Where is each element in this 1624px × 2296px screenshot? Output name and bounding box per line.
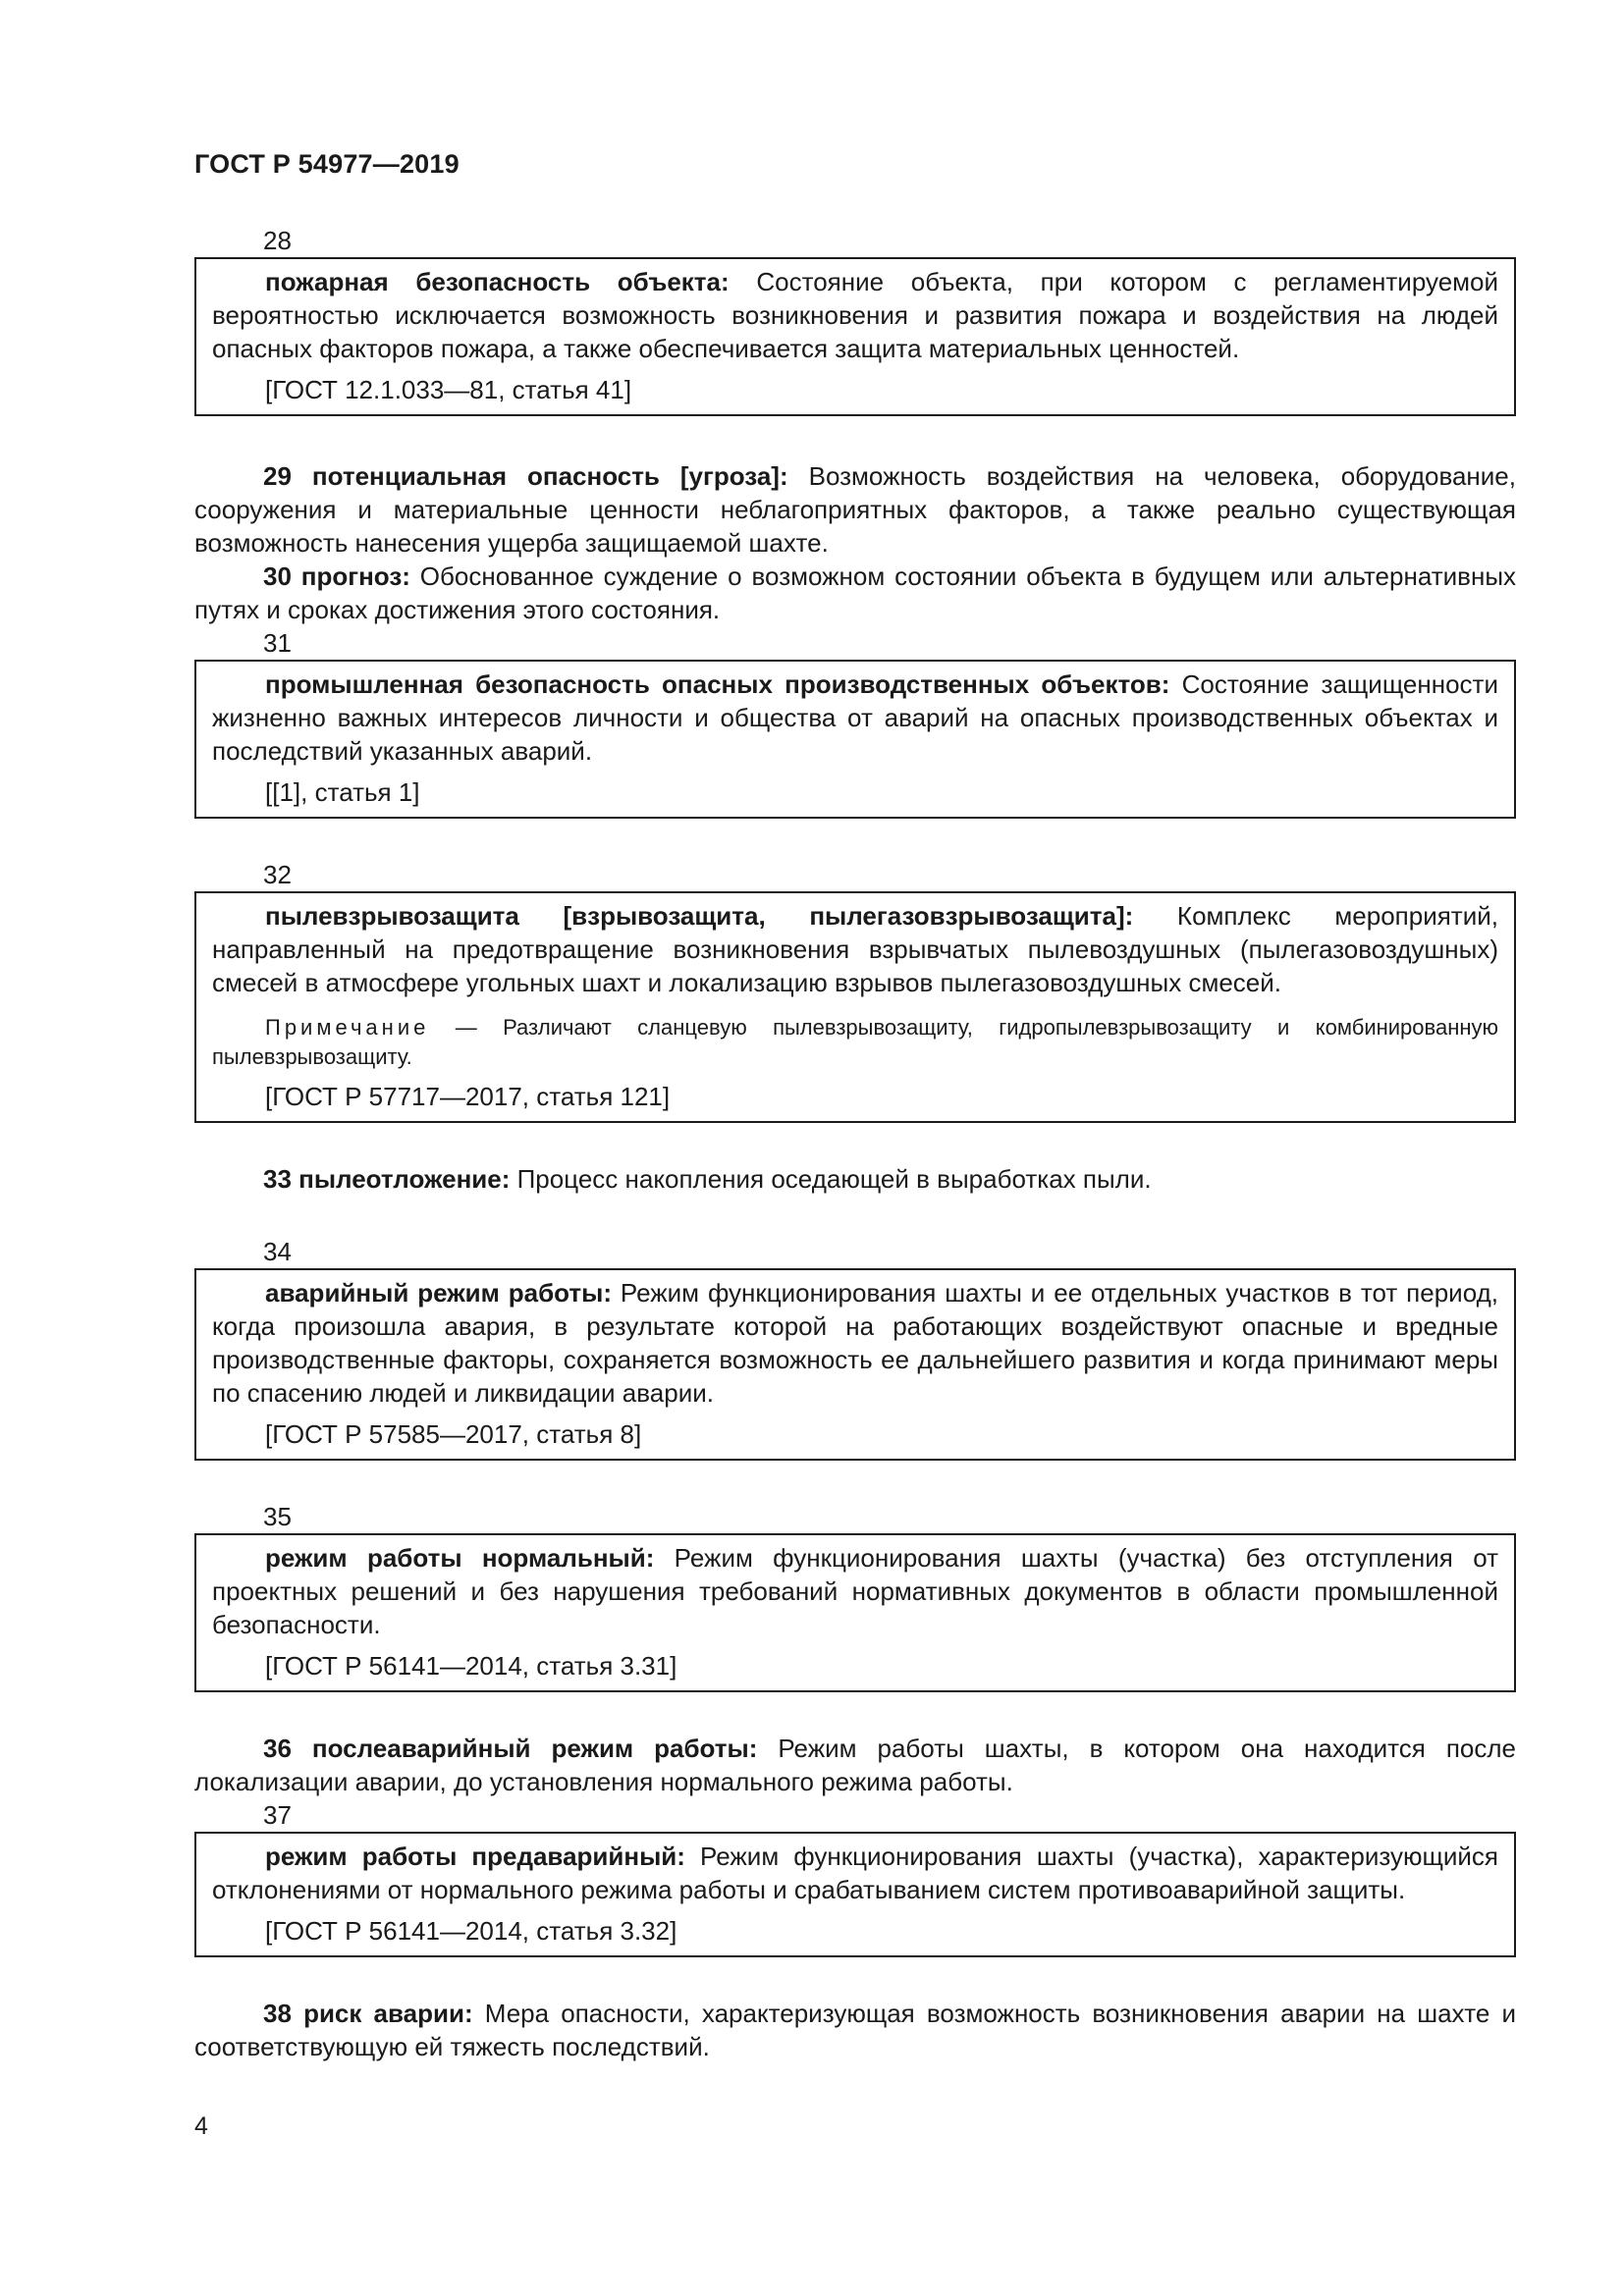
term-number: 35 (263, 1502, 292, 1531)
term-paragraph-30 (194, 560, 1516, 626)
term-paragraph-29 (194, 459, 1516, 560)
term-definition (212, 265, 1498, 365)
term-text: Режим функционирования шахты и ее отдельных участков в тот период, когда произошла авария, в результате которой на работающих воздействуют опасные и вредные производственные факторы, сохраняется возможность ее дальнейшего развития и когда принимают меры по спасению людей и ликвидации аварии. (212, 1278, 1498, 1408)
term-text: Состояние защищенности жизненно важных интересов личности и общества от аварий на опасных производственных объектах и последствий указанных аварий. (212, 669, 1498, 766)
term-name: аварийный режим работы: (265, 1278, 612, 1308)
term-number: 31 (263, 628, 292, 658)
term-paragraph-33 (194, 1162, 1516, 1196)
term-name: 29 потенциальная опасность [угроза]: (263, 461, 788, 491)
terms-list (194, 224, 1516, 2063)
term-number: 28 (263, 226, 292, 255)
term-definition (212, 667, 1498, 768)
term-source: [ГОСТ Р 57717—2017, статья 121] (265, 1082, 671, 1111)
term-name: режим работы предаварийный: (265, 1842, 685, 1871)
term-source: [[1], статья 1] (265, 777, 420, 807)
note-text: — Различают сланцевую пылевзрывозащиту, гидропылевзрывозащиту и комбинированную пылевзрывозащиту. (212, 1015, 1498, 1069)
term-source: [ГОСТ 12.1.033—81, статья 41] (265, 375, 632, 404)
term-name: 30 прогноз: (263, 561, 410, 591)
term-number: 32 (263, 860, 292, 889)
term-name: промышленная безопасность опасных производственных объектов: (265, 669, 1170, 699)
term-definition (212, 1276, 1498, 1410)
term-definition (212, 899, 1498, 999)
term-text: Комплекс мероприятий, направленный на предотвращение возникновения взрывчатых пылевоздушных (пылегазовоздушных) смесей в атмосфере угольных шахт и локализацию взрывов пылегазовоздушных смесей. (212, 901, 1498, 997)
term-box-34 (194, 1268, 1516, 1461)
term-name: 36 послеаварийный режим работы: (263, 1734, 758, 1763)
term-name: пожарная безопасность объекта: (265, 267, 730, 296)
term-text: Мера опасности, характеризующая возможность возникновения аварии на шахте и соответствующую ей тяжесть последствий. (194, 1999, 1516, 2061)
note-label: Примечание (265, 1015, 430, 1040)
term-text: Возможность воздействия на человека, оборудование, сооружения и материальные ценности неблагоприятных факторов, а также реально существующая возможность нанесения ущерба защищаемой шахте. (194, 461, 1516, 558)
term-source: [ГОСТ Р 56141—2014, статья 3.31] (265, 1651, 677, 1681)
term-box-31 (194, 660, 1516, 819)
term-paragraph-38 (194, 1997, 1516, 2063)
term-box-37 (194, 1832, 1516, 1957)
term-number: 37 (263, 1800, 292, 1830)
term-name: режим работы нормальный: (265, 1543, 655, 1573)
term-text: Режим функционирования шахты (участка), характеризующийся отклонениями от нормального режима работы и срабатыванием систем противоаварийной защиты. (212, 1842, 1498, 1904)
term-box-28 (194, 257, 1516, 416)
term-source: [ГОСТ Р 56141—2014, статья 3.32] (265, 1916, 677, 1946)
term-box-35 (194, 1533, 1516, 1692)
term-text: Обоснованное суждение о возможном состоянии объекта в будущем или альтернативных путях и сроках достижения этого состояния. (194, 561, 1517, 624)
term-note (212, 1013, 1498, 1072)
term-text: Состояние объекта, при котором с регламентируемой вероятностью исключается возможность возникновения и развития пожара и воздействия на людей опасных факторов пожара, а также обеспечивается защита материальных ценностей. (212, 267, 1499, 363)
term-text: Процесс накопления оседающей в выработках пыли. (510, 1164, 1152, 1194)
page-number: 4 (194, 2112, 208, 2140)
term-definition (212, 1541, 1498, 1641)
document-header: ГОСТ Р 54977—2019 (194, 149, 460, 179)
term-source: [ГОСТ Р 57585—2017, статья 8] (265, 1419, 642, 1449)
term-paragraph-36 (194, 1732, 1516, 1798)
term-number: 34 (263, 1237, 292, 1266)
term-text: Режим функционирования шахты (участка) без отступления от проектных решений и без нарушения требований нормативных документов в области промышленной безопасности. (212, 1543, 1498, 1639)
term-text: Режим работы шахты, в котором она находится после локализации аварии, до установления нормального режима работы. (194, 1734, 1516, 1796)
term-definition (212, 1840, 1498, 1906)
term-name: 38 риск аварии: (263, 1999, 473, 2028)
term-name: пылевзрывозащита [взрывозащита, пылегазовзрывозащита]: (265, 901, 1134, 931)
term-name: 33 пылеотложение: (263, 1164, 511, 1194)
term-box-32 (194, 891, 1516, 1123)
